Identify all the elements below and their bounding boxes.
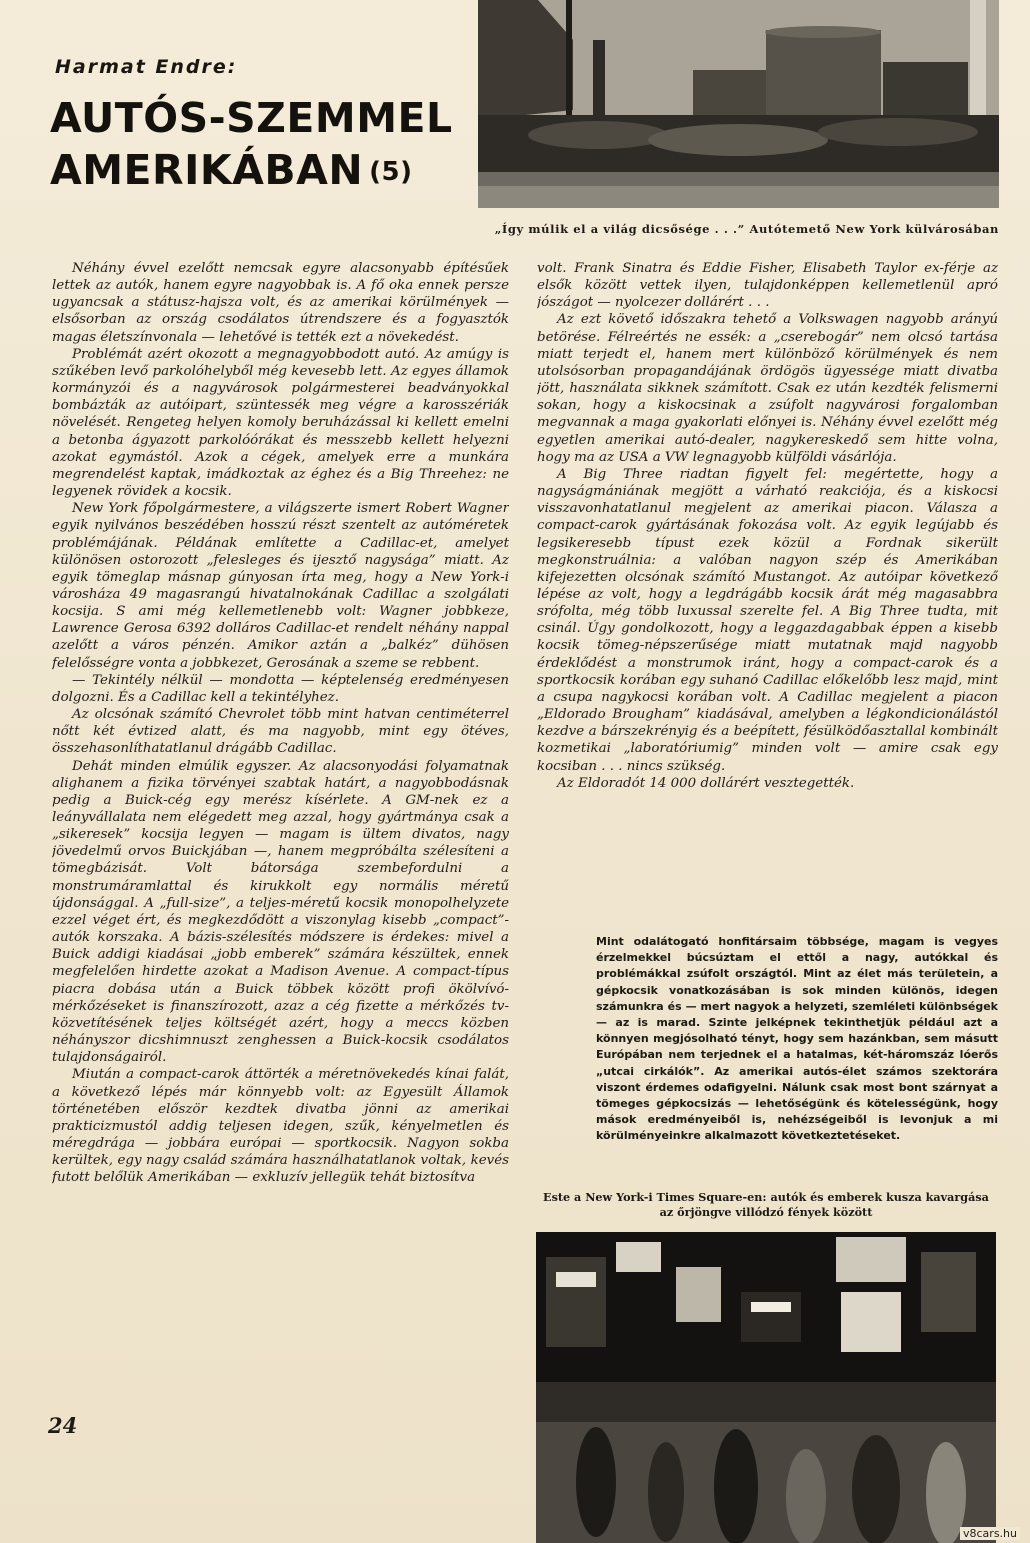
times-square-illustration	[536, 1232, 996, 1543]
left-column	[52, 260, 509, 1400]
closing-remarks-text: Mint odalátogató honfitársaim többsége, magam is vegyes érzelmekkel búcsúztam el ettől a nagy, autókkal és problémákkal zsúfolt országtól. Mint az élet más területein, a gépkocsik vonatkozásában is sok minden különös, idegen számunkra és — mert nagyok a helyzeti, szemléleti különbségek — az is marad. Szinte jelképnek tekinthetjük például azt a könnyen megjósolható tényt, hogy sem hazánkban, sem másutt Európában nem terjednek el a hatalmas, két-háromszáz lóerős „utcai cirkálók”. Az amerikai autós-élet számos szektorára viszont érdemes odafigyelni. Nálunk csak most bont szárnyat a tömeges gépkocsizás — lehetőségünk és kötelességünk, hogy mások eredményeiből is, nehézségeiből is levonjuk a mi körülményeinkre alkalmazott következtetéseket.	[596, 935, 998, 1143]
paragraph: volt. Frank Sinatra és Eddie Fisher, Elisabeth Taylor ex-férje az elsők között vettek ilyen, tulajdonképpen kellemetlenül apró jószágot — nyolcezer dollárért . . .	[537, 261, 998, 311]
title-part-number: (5)	[369, 157, 413, 187]
top-photo-caption: „Így múlik el a világ dicsősége . . .” Autótemető New York külvárosában	[494, 222, 999, 236]
title-line-2	[50, 144, 470, 198]
page-number: 24	[48, 1413, 78, 1438]
closing-remarks-box	[596, 934, 998, 1164]
right-column	[537, 260, 998, 920]
site-watermark: v8cars.hu	[960, 1527, 1020, 1540]
paragraph: Miután a compact-carok áttörték a méretnövekedés kínai falát, a következő lépés már könnyebb volt: az Egyesült Államok történetében először kezdtek divatba jönni az amerikai prakticizmustól addig teljesen idegen, szűk, kényelmetlen és méregdrága — jobbára európai — sportkocsik. Nagyon sokba kerültek, egy nagy család számára használhatatlanok voltak, kevés futott belőlük Amerikában — exkluzív jellegük tehát biztosítva	[52, 1067, 509, 1186]
paragraph: Az Eldoradót 14 000 dollárért vesztegették.	[557, 775, 855, 791]
car-graveyard-illustration	[478, 0, 999, 208]
paragraph: A Big Three riadtan figyelt fel: megértette, hogy a nagyságmániának megjött a várható reakciója, és a kiskocsi visszavonhatatlanul megjelent az amerikai piacon. Válasza a compact-carok gyártásának fokozása volt. Az egyik legújabb és legsikeresebb típust ezek közül a Fordnak sikerült megkonstruálnia: a valóban nagyon szép és Amerikában kifejezetten olcsónak számító Mustangot. Az autóipar következő lépése az volt, hogy a legdrágább kocsik árát még magasabbra srófolta, még több luxussal szerelte fel. A Big Three tudta, mit csinál. Úgy gondolkozott, hogy a leggazdagabbak éppen a kisebb kocsik tömeg-népszerűsége miatt mutatnak majd nagyobb érdeklődést a monstrumok iránt, hogy a compact-carok és a sportkocsik korában egy suhanó Cadillac előkelőbb lesz majd, mint a csupa nagykocsi korában volt. A Cadillac megjelent a piacon „Eldorado Brougham” kiadásával, amelyben a légkondicionálástól kezdve a bárszekrényig és a beépített, fésülködőasztallal kombinált kozmetikai „laboratóriumig” minden volt — amire csak egy kocsiban . . . nincs szükség.	[537, 466, 998, 774]
paragraph: Problémát azért okozott a megnagyobbodott autó. Az amúgy is szűkében levő parkolóhelyből még kevesebb lett. Az egyes államok kormányzói és a nagyvárosok polgármesterei beadványokkal bombázták az autóipart, szüntessék meg végre a karosszériák növelését. Rengeteg helyen komoly beruházással ki kellett emelni a betonba ágyazott parkolóórákat és messzebb kellett helyezni azokat egymástól. Azok a cégek, amelyek erre a munkára megrendelést kaptak, imádkoztak az éghez és a Big Threehez: ne legyenek rövidek a kocsik.	[52, 346, 509, 500]
title-line-2-text: AMERIKÁBAN	[50, 146, 364, 194]
bottom-photo-caption: Este a New York-i Times Square-en: autók és emberek kusza kavargása az őrjöngve villódzó fények között	[543, 1190, 989, 1219]
paragraph: Néhány évvel ezelőtt nemcsak egyre alacsonyabb építésűek lettek az autók, hanem egyre nagyobbak is. A fő oka ennek persze ugyancsak a státusz-hajsza volt, és az amerikai körülmények — elsősorban az ország csodálatos útrendszere és a fogyasztók magas életszínvonala — lehetővé is tették ezt a növekedést.	[52, 261, 509, 345]
title-line-1: AUTÓS-SZEMMEL	[50, 94, 453, 142]
paragraph: New York főpolgármestere, a világszerte ismert Robert Wagner egyik nyilvános beszédében hosszú részt szentelt az autóméretek problémájának. Példának említette a Cadillac-et, amelyet különösen ostorozott „felesleges és ijesztő nagysága” miatt. Az egyik tömeglap másnap gúnyosan írta meg, hogy a New York-i városháza 49 magasrangú hivatalnokának Cadillac a szolgálati kocsija. S ami még kellemetlenebb volt: Wagner jobbkeze, Lawrence Gerosa 6392 dolláros Cadillac-et rendelt néhány nappal azelőtt a város pénzén. Amikor aztán a „balkéz” dühösen felelősségre vonta a jobbkezet, Gerosának a szeme se rebbent.	[52, 501, 509, 671]
car-graveyard-photo	[478, 0, 999, 208]
paragraph: Az ezt követő időszakra tehető a Volkswagen nagyobb arányú betörése. Félreértés ne essék: a „cserebogár” nem olcsó tartása miatt terjedt el, hanem mert különböző körülmények és nem utolsósorban propagandájának ördögös ügyessége miatt divatba jött, használata sikknek számított. Csak ez után kezdték felismerni sokan, hogy a kiskocsinak a zsúfolt nagyvárosi forgalomban megvannak a maga gyakorlati előnyei is. Néhány évvel ezelőtt még egyetlen amerikai autó-dealer, nagykereskedő sem hitte volna, hogy ma az USA a VW legnagyobb külföldi vásárlója.	[537, 312, 998, 465]
paragraph: Az olcsónak számító Chevrolet több mint hatvan centiméterrel nőtt két évtized alatt, és ma nagyobb, mint egy ötéves, összehasonlíthatatlanul drágább Cadillac.	[52, 707, 509, 757]
paragraph: — Tekintély nélkül — mondotta — képtelenség eredményesen dolgozni. És a Cadillac kell a tekintélyhez.	[52, 672, 509, 705]
times-square-photo	[536, 1232, 996, 1543]
article-title	[50, 92, 470, 198]
author-byline: Harmat Endre:	[55, 56, 238, 78]
paragraph: Dehát minden elmúlik egyszer. Az alacsonyodási folyamatnak alighanem a fizika törvényei szabtak határt, a nagyobbodásnak pedig a Buick-cég egy merész kísérlete. A GM-nek ez a leányvállalata nem elégedett meg azzal, hogy gyártmánya csak a „sikeresek” kocsija legyen — magam is ültem divatos, nagy jövedelmű orvos Buickjában —, hanem megpróbálta szélesíteni a tömegbázisát. Volt bátorsága szembefordulni a monstrumáramlattal és kirukkolt egy normális méretű újdonsággal. A „full-size”, a teljes-méretű kocsik monopolhelyzete ezzel véget ért, és megkezdődött a viszonylag kisebb „compact”-autók korszaka. A bázis-szélesítés módszere is érdekes: mivel a Buick addigi kiadásai „jobb emberek” számára készültek, ennek megfelelően hirdette azokat a Madison Avenue. A compact-típus piacra dobása után a Buick többek között profi ökölvívó-mérkőzéseket is finanszírozott, azaz a cég fizette a mérkőzés tv-közvetítésének teljes költségét azért, hogy a meccs közben néhányszor dicshimnuszt zenghessen a Buick-kocsik csodálatos tulajdonságairól.	[52, 758, 509, 1066]
